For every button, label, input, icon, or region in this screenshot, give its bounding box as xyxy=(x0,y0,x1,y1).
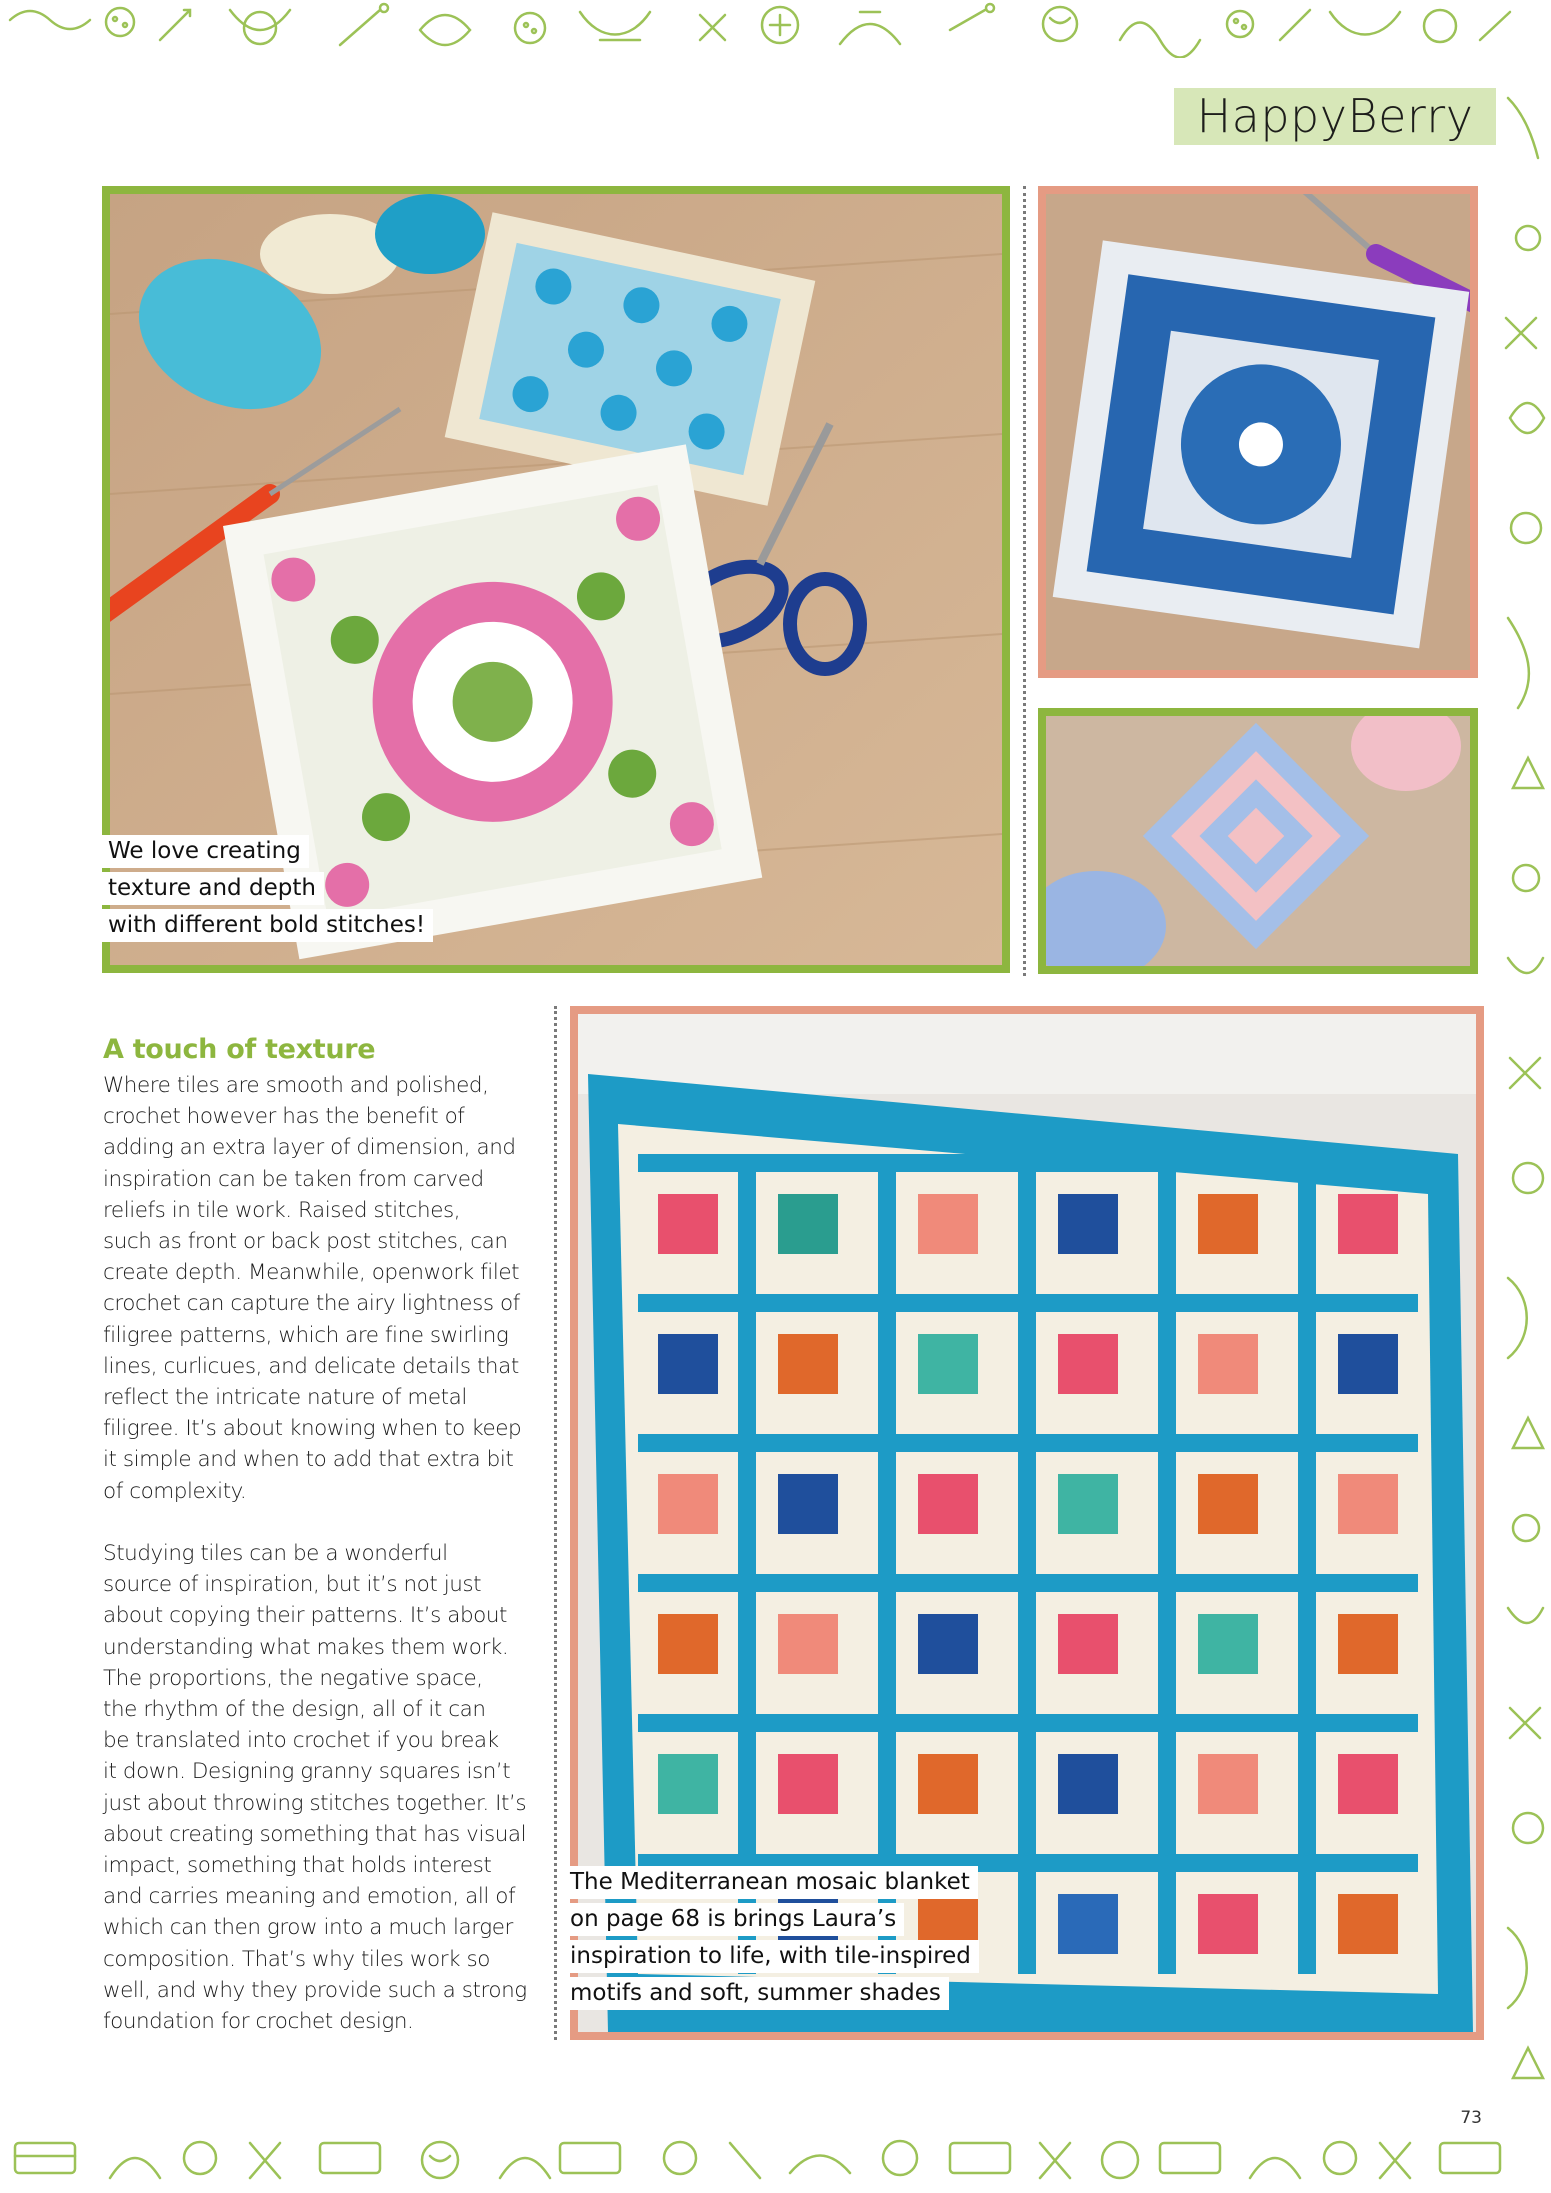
caption-line: We love creating xyxy=(102,835,309,868)
text-line: filigree patterns, which are fine swirling xyxy=(103,1322,509,1348)
blue-square-photo xyxy=(1038,186,1478,678)
text-line: it simple and when to add that extra bit xyxy=(103,1447,514,1473)
text-line: crochet however has the benefit of xyxy=(103,1104,465,1130)
caption-line: The Mediterranean mosaic blanket xyxy=(564,1866,978,1899)
text-line: which can then grow into a much larger xyxy=(103,1915,513,1941)
text-line: foundation for crochet design. xyxy=(103,2009,414,2035)
caption-line: motifs and soft, summer shades xyxy=(564,1977,949,2010)
section-heading: A touch of texture xyxy=(103,1034,376,1065)
text-line: composition. That’s why tiles work so xyxy=(103,1946,490,1972)
spiral-square-icon xyxy=(1046,716,1470,966)
caption-line: inspiration to life, with tile-inspired xyxy=(564,1940,979,1973)
text-line: Where tiles are smooth and polished, xyxy=(103,1073,489,1098)
divider-dotted xyxy=(1023,186,1026,976)
article-body xyxy=(103,1070,533,2068)
text-line: about creating something that has visual xyxy=(103,1821,527,1847)
brand-label: HappyBerry xyxy=(1174,88,1496,145)
text-line: of complexity. xyxy=(103,1478,247,1504)
text-line: reflect the intricate nature of metal xyxy=(103,1385,467,1411)
text-line: the rhythm of the design, all of it can xyxy=(103,1697,486,1723)
text-line: be translated into crochet if you break xyxy=(103,1728,499,1754)
caption-line: with different bold stitches! xyxy=(102,909,433,942)
blue-granny-square-icon xyxy=(1046,194,1470,670)
photo-caption-blanket xyxy=(564,1864,979,2012)
text-line: and carries meaning and emotion, all of xyxy=(103,1884,516,1910)
text-line: The proportions, the negative space, xyxy=(103,1665,483,1691)
text-line: reliefs in tile work. Raised stitches, xyxy=(103,1197,461,1223)
doodle-border-top xyxy=(0,0,1551,58)
divider-dotted xyxy=(554,1006,557,2040)
caption-line: texture and depth xyxy=(102,872,324,905)
crafting-doodles-icon xyxy=(1498,58,1551,2128)
text-line: understanding what makes them work. xyxy=(103,1634,509,1660)
text-line: impact, something that holds interest xyxy=(103,1853,492,1879)
text-line: crochet can capture the airy lightness of xyxy=(103,1291,520,1317)
text-line: such as front or back post stitches, can xyxy=(103,1229,508,1255)
doodle-border-bottom xyxy=(0,2128,1551,2193)
article-paragraph xyxy=(103,1070,533,1507)
caption-line: on page 68 is brings Laura’s xyxy=(564,1903,904,1936)
text-line: source of inspiration, but it’s not just xyxy=(103,1572,482,1598)
text-line: just about throwing stitches together. It’s xyxy=(103,1790,527,1816)
text-line: well, and why they provide such a strong xyxy=(103,1977,527,2003)
text-line: adding an extra layer of dimension, and xyxy=(103,1135,516,1161)
doodle-border-right xyxy=(1498,58,1551,2128)
crafting-doodles-icon xyxy=(0,2128,1551,2193)
text-line: it down. Designing granny squares isn’t xyxy=(103,1759,511,1785)
text-line: create depth. Meanwhile, openwork filet xyxy=(103,1260,520,1286)
page-number: 73 xyxy=(1460,2108,1482,2128)
article-paragraph xyxy=(103,1538,533,2037)
crafting-doodles-icon xyxy=(0,0,1551,58)
text-line: inspiration can be taken from carved xyxy=(103,1166,484,1192)
text-line: lines, curlicues, and delicate details that xyxy=(103,1353,519,1379)
text-line: filigree. It’s about knowing when to keep xyxy=(103,1416,522,1442)
text-line: about copying their patterns. It’s about xyxy=(103,1603,508,1629)
spiral-square-photo xyxy=(1038,708,1478,974)
photo-caption-main xyxy=(102,833,433,944)
text-line: Studying tiles can be a wonderful xyxy=(103,1541,448,1567)
